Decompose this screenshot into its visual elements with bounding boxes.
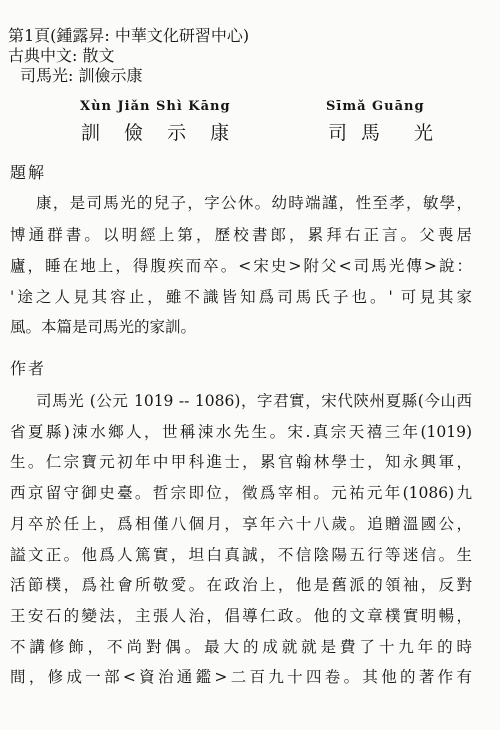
paragraph-line: 月卒於任上，爲相僅八個月，享年六十八歲。追贈溫國公， [10,515,472,533]
paragraph-line: 博通群書。以明經上第，歷校書郎，累拜右正言。父喪居 [10,226,472,244]
paragraph-line: 康，是司馬光的兒子，字公休。幼時端謹，性至孝，敏學， [36,194,472,212]
paragraph-line: 廬，睡在地上，得腹疾而卒。<宋史>附父<司馬光傳>說： [10,257,472,275]
paragraph-line: 風。本篇是司馬光的家訓。 [10,318,197,336]
page-header-line: 第1頁(鍾露昇: 中華文化研習中心) [8,26,250,45]
course-line: 古典中文: 散文 [8,46,115,65]
paragraph-line: 生。仁宗寶元初年中甲科進士，累官翰林學士，知永興軍， [10,453,472,471]
paragraph-line: 間，修成一部<資治通鑑>二百九十四卷。其他的著作有 [10,668,472,686]
paragraph-line: 不講修飾，不尚對偶。最大的成就就是費了十九年的時 [10,638,472,656]
section-heading-zuozhe: 作者 [10,359,47,378]
paragraph-line: 謚文正。他爲人篤實，坦白真誠，不信陰陽五行等迷信。生 [10,546,472,564]
section-heading-tijie: 題解 [10,163,47,182]
paragraph-line: 活節樸，爲社會所敬愛。在政治上，他是舊派的領袖，反對 [10,576,472,594]
paragraph-line: '途之人見其容止，雖不識皆知爲司馬氏子也。' 可見其家 [10,288,472,306]
author-pinyin: Sīmǎ Guāng [326,99,425,114]
paragraph-line: 西京留守御史臺。哲宗即位，徵爲宰相。元祐元年(1086)九 [10,484,472,502]
lesson-line: 司馬光: 訓儉示康 [20,66,143,85]
title-hanzi: 訓 儉 示 康 [81,122,239,144]
title-pinyin: Xùn Jiǎn Shì Kāng [80,99,231,114]
paragraph-line: 司馬光 (公元 1019 -- 1086)，字君實，宋代陝州夏縣(今山西 [36,392,472,410]
paragraph-line: 王安石的變法，主張人治，倡導仁政。他的文章樸實明暢， [10,607,472,625]
paragraph-line: 省夏縣)涑水鄉人，世稱涑水先生。宋.真宗天禧三年(1019) [10,423,472,441]
author-hanzi: 司馬 光 [328,122,448,144]
